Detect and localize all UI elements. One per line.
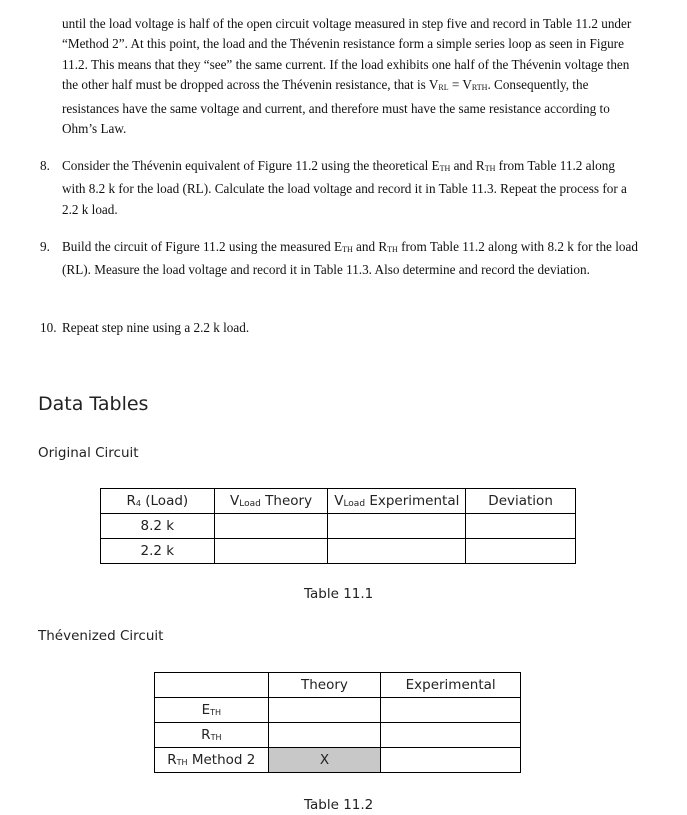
step-8	[40, 156, 640, 220]
row-label-rth-method-2: $R_{TH}$ Method 2	[155, 748, 269, 773]
cell-theory[interactable]	[268, 723, 381, 748]
table-row	[155, 748, 521, 773]
cell-theory[interactable]	[214, 514, 328, 539]
intro-sub-vrth: RTH	[471, 83, 488, 93]
header-experimental: Experimental	[381, 673, 521, 698]
step-10-number: 10.	[40, 320, 57, 335]
table-row	[155, 723, 521, 748]
cell-experimental[interactable]	[381, 748, 521, 773]
table-11-2	[154, 672, 521, 773]
header-vload-theory: $V_{Load}$ Theory	[214, 489, 328, 514]
step-9-sub-eth: TH	[342, 245, 353, 254]
cell-experimental[interactable]	[328, 539, 466, 564]
table-row	[155, 698, 521, 723]
step-8-text	[62, 156, 640, 220]
intro-sub-vrl: RL	[438, 83, 449, 93]
header-vload-experimental: $V_{Load}$ Experimental	[328, 489, 466, 514]
intro-text-2: = V	[448, 77, 472, 93]
cell-deviation[interactable]	[466, 514, 576, 539]
data-tables-heading: Data Tables	[38, 393, 149, 415]
step-9	[40, 237, 640, 281]
original-circuit-title: Original Circuit	[38, 445, 139, 461]
cell-theory-na: X	[268, 748, 381, 773]
step-9-text-a: Build the circuit of Figure 11.2 using the measured E	[62, 239, 343, 254]
table-row	[101, 514, 576, 539]
step-9-text-c: from Table 11.2 along with 8.2 k for the load (RL). Measure the load voltage and record it in Table 11.3. Also determine and record the deviation.	[62, 239, 638, 278]
step-8-text-b: and R	[450, 158, 485, 173]
table-row	[101, 539, 576, 564]
step-8-text-a: Consider the Thévenin equivalent of Figure 11.2 using the theoretical E	[62, 158, 440, 173]
table-11-2-header-row	[155, 673, 521, 698]
row-label-eth: $E_{TH}$	[155, 698, 269, 723]
table-11-1-header-row	[101, 489, 576, 514]
cell-theory[interactable]	[268, 698, 381, 723]
header-blank	[155, 673, 269, 698]
cell-theory[interactable]	[214, 539, 328, 564]
step-8-sub-rth: TH	[484, 164, 496, 173]
step-9-sub-rth: TH	[387, 245, 398, 254]
cell-load: 8.2 k	[101, 514, 215, 539]
header-deviation: Deviation	[466, 489, 576, 514]
step-10-text: Repeat step nine using a 2.2 k load.	[62, 320, 250, 335]
intro-text-1: until the load voltage is half of the open circuit voltage measured in step five and record in Table 11.2 under “Method 2”. At this point, the load and the Thévenin resistance form a simple series loop as seen in Figure 11.2. This means that they “see” the same current. If the load exhibits one half of the Thévenin voltage then the other half must be dropped across the Thévenin resistance, that is V	[62, 16, 632, 93]
step-9-text-b: and R	[352, 239, 388, 254]
intro-paragraph	[62, 14, 642, 139]
step-8-number: 8.	[40, 158, 50, 173]
row-label-rth: $R_{TH}$	[155, 723, 269, 748]
cell-deviation[interactable]	[466, 539, 576, 564]
cell-experimental[interactable]	[328, 514, 466, 539]
thevenized-circuit-title: Thévenized Circuit	[38, 628, 164, 644]
table-11-1-caption: Table 11.1	[304, 586, 374, 602]
step-8-sub-eth: TH	[439, 164, 451, 173]
table-11-2-caption: Table 11.2	[304, 797, 374, 813]
header-theory: Theory	[268, 673, 381, 698]
step-9-text	[62, 237, 640, 281]
step-8-text-c: from Table 11.2 along with 8.2 k for the load (RL). Calculate the load voltage and record it in Table 11.3. Repeat the process for a 2.2 k load.	[62, 158, 627, 217]
table-11-1	[100, 488, 576, 564]
step-9-number: 9.	[40, 239, 50, 254]
header-r4-load: $R_4$ (Load)	[101, 489, 215, 514]
cell-experimental[interactable]	[381, 698, 521, 723]
cell-load: 2.2 k	[101, 539, 215, 564]
step-10	[40, 318, 640, 338]
intro-text-3: . Consequently, the resistances have the same voltage and current, and therefore must have the same resistance according to Ohm’s Law.	[62, 77, 610, 137]
cell-experimental[interactable]	[381, 723, 521, 748]
